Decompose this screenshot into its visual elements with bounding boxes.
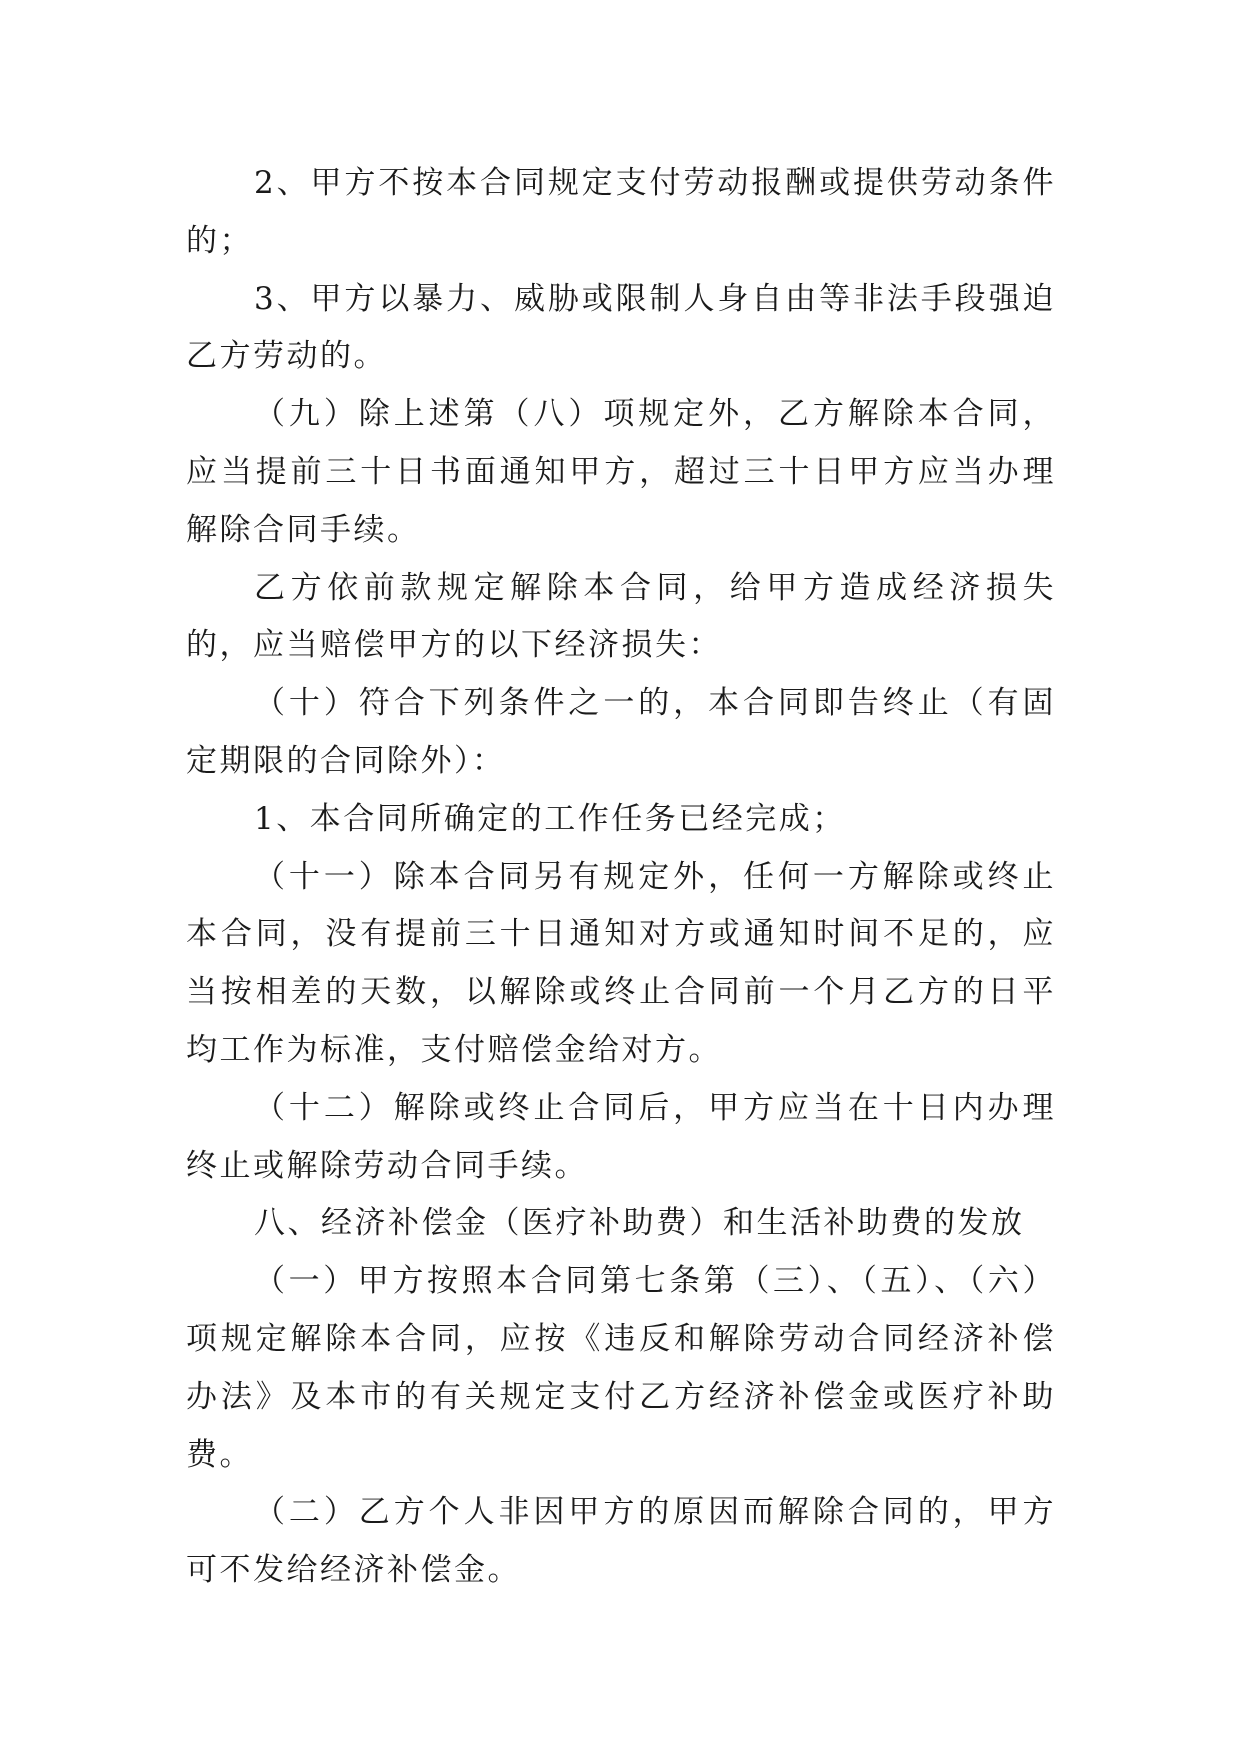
- section-heading-8: 八、经济补偿金（医疗补助费）和生活补助费的发放: [254, 1205, 1025, 1242]
- paragraph-compensation: 乙方依前款规定解除本合同，给甲方造成经济损失的，应当赔偿甲方的以下经济损失：: [186, 569, 1056, 664]
- paragraph-item-9: （九）除上述第（八）项规定外，乙方解除本合同，应当提前三十日书面通知甲方，超过三十日甲方应当办理解除合同手续。: [186, 396, 1056, 548]
- contract-body: [186, 155, 1056, 1600]
- paragraph-item-11: （十一）除本合同另有规定外，任何一方解除或终止本合同，没有提前三十日通知对方或通知时间不足的，应当按相差的天数，以解除或终止合同前一个月乙方的日平均工作为标准，支付赔偿金给对方。: [186, 858, 1056, 1068]
- paragraph-clause-3: 3、甲方以暴力、威胁或限制人身自由等非法手段强迫乙方劳动的。: [186, 280, 1056, 375]
- paragraph-item-12: （十二）解除或终止合同后，甲方应当在十日内办理终止或解除劳动合同手续。: [186, 1089, 1056, 1184]
- paragraph-item-10: （十）符合下列条件之一的，本合同即告终止（有固定期限的合同除外）：: [186, 685, 1056, 779]
- paragraph-clause-2: 2、甲方不按本合同规定支付劳动报酬或提供劳动条件的；: [186, 165, 1056, 259]
- paragraph-section8-item-2: （二）乙方个人非因甲方的原因而解除合同的，甲方可不发给经济补偿金。: [186, 1494, 1056, 1589]
- paragraph-clause-1: 1、本合同所确定的工作任务已经完成；: [254, 800, 846, 837]
- paragraph-section8-item-1: （一）甲方按照本合同第七条第（三）、（五）、（六）项规定解除本合同，应按《违反和解除劳动合同经济补偿办法》及本市的有关规定支付乙方经济补偿金或医疗补助费。: [186, 1263, 1056, 1473]
